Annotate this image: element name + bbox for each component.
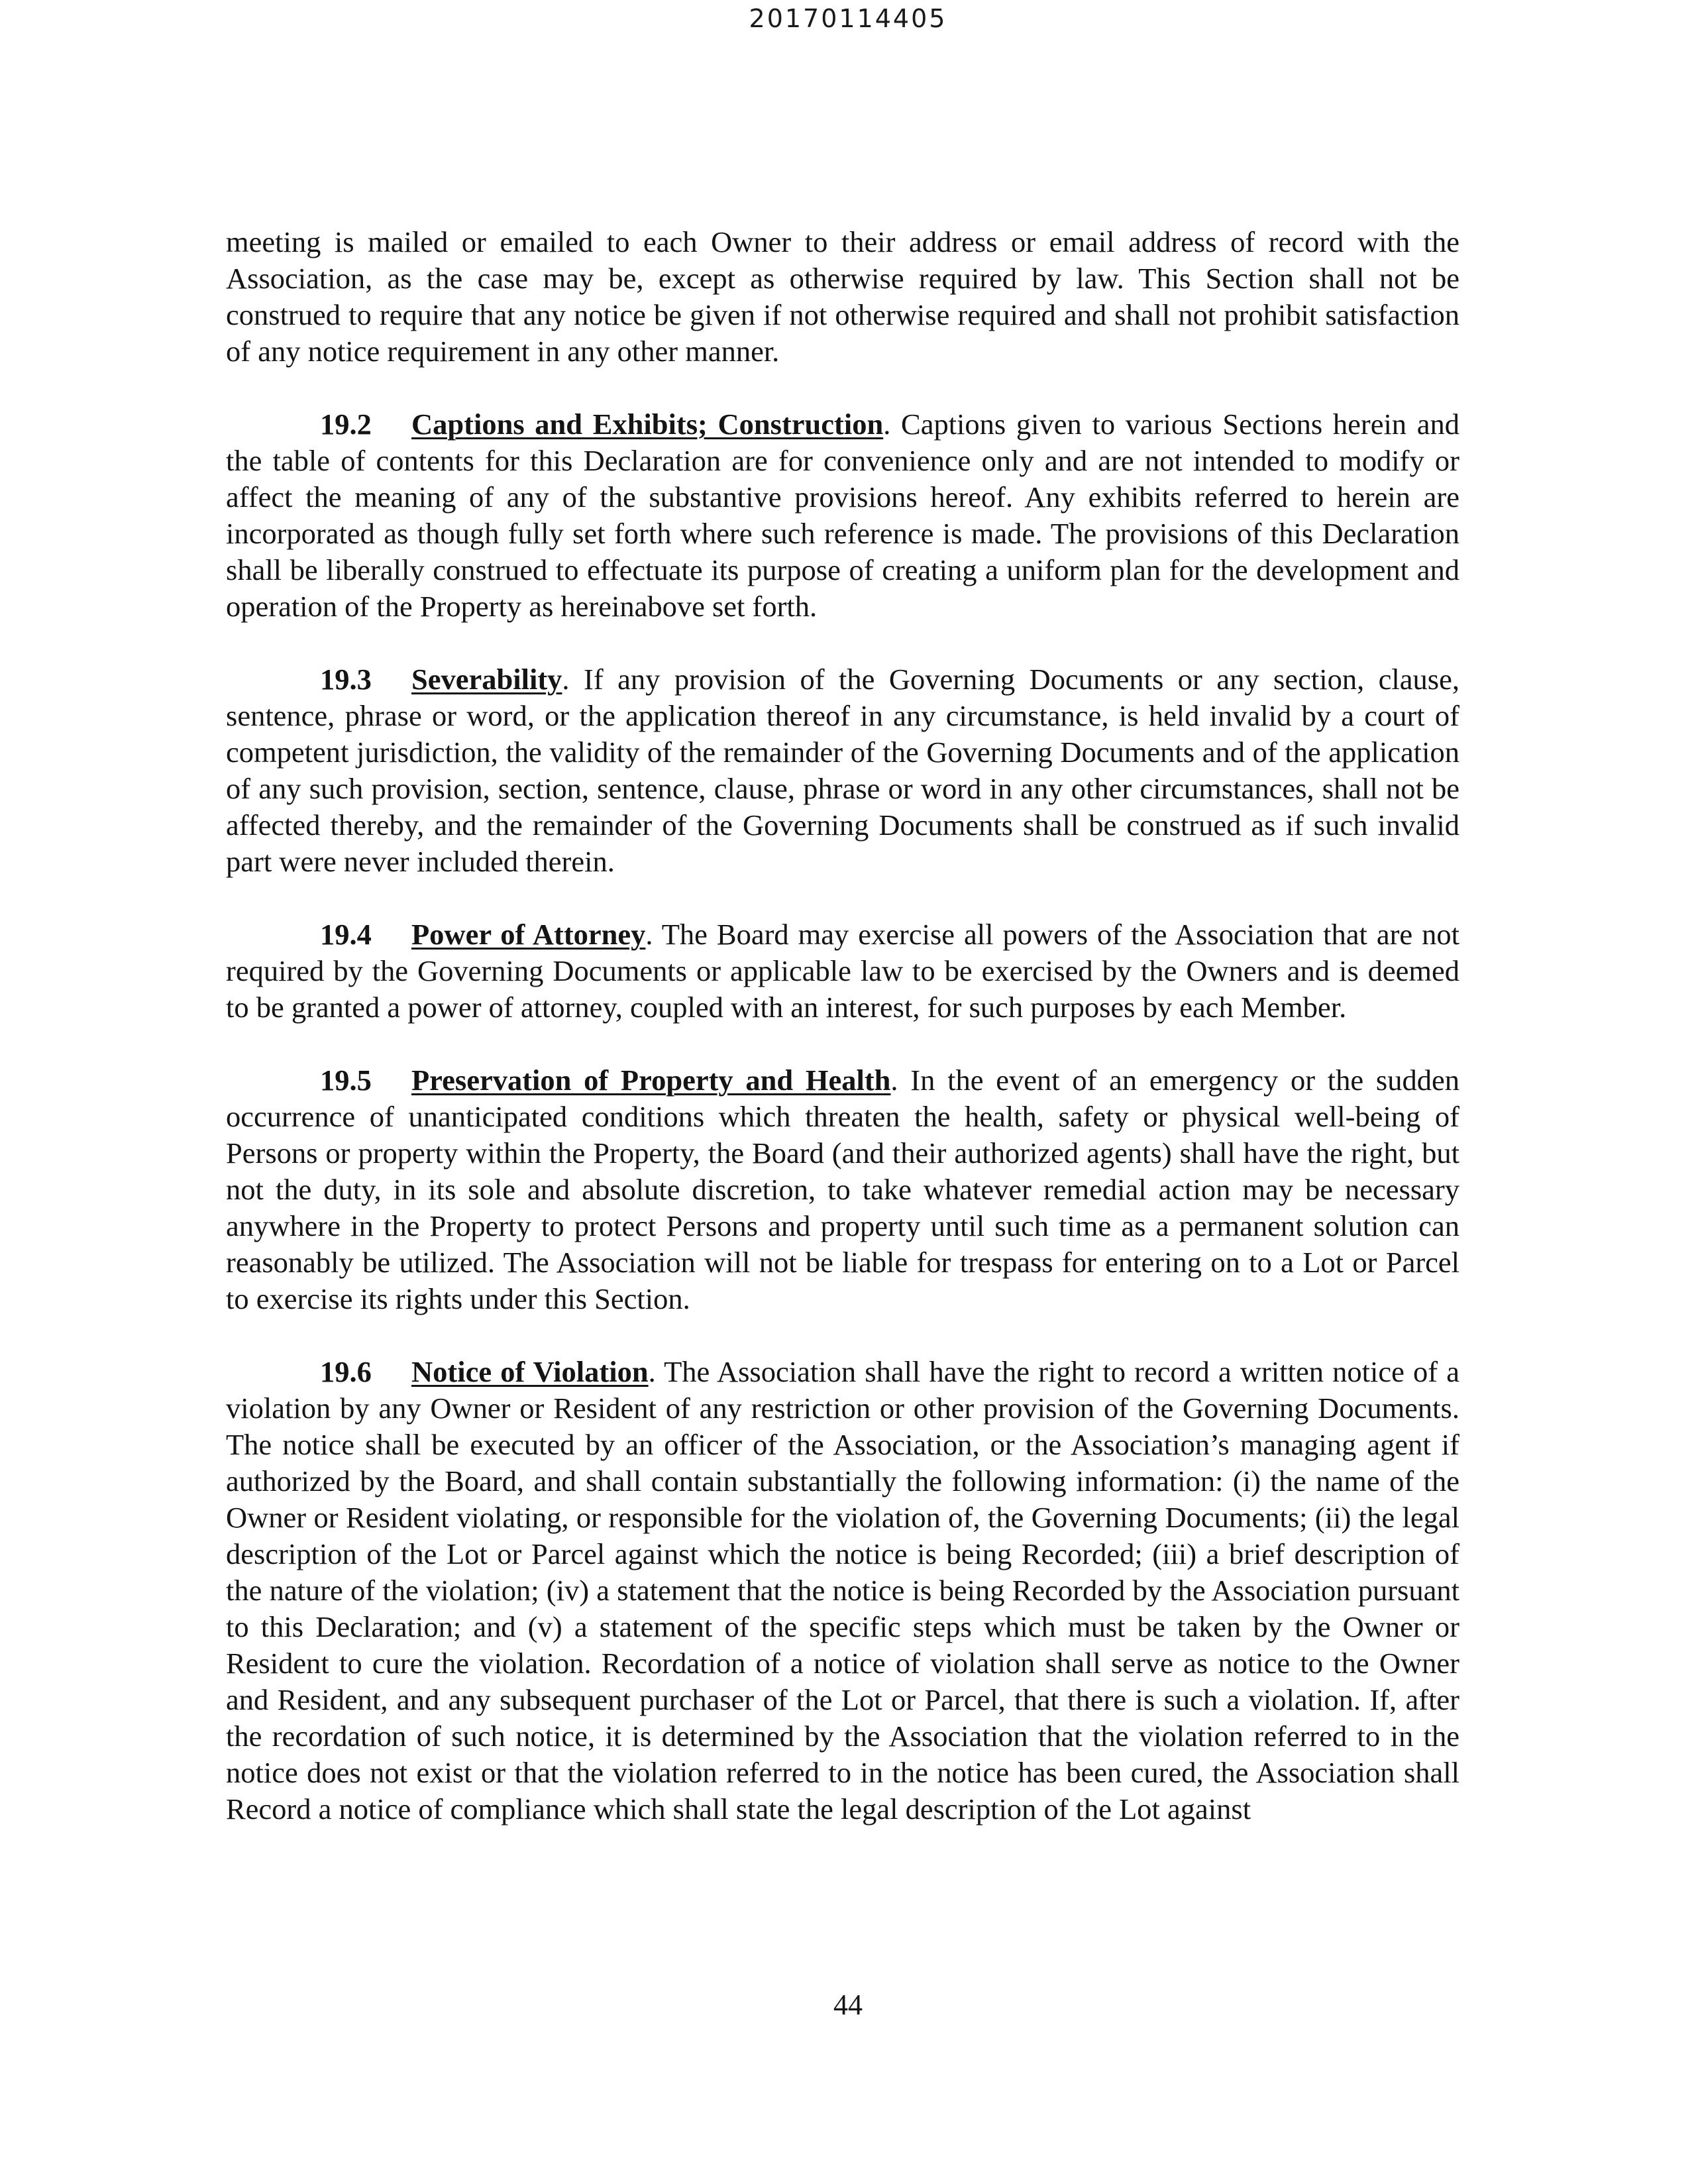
section-title: Notice of Violation xyxy=(411,1355,649,1388)
section-text: . The Board may exercise all powers of the Association that are not required by the Governing Documents or applicable law to be exercised by the Owners and is deemed to be granted a power of attorney, coupled with an interest, for such purposes by each Member. xyxy=(226,918,1460,1024)
section-number: 19.2 xyxy=(320,408,372,441)
section-19-3 xyxy=(226,661,1459,880)
page-number: 44 xyxy=(833,1989,863,2021)
section-text: . In the event of an emergency or the sudden occurrence of unanticipated conditions which threaten the health, safety or physical well-being of Persons or property within the Property, the Board (and their authorized agents) shall have the right, but not the duty, in its sole and absolute discretion, to take whatever remedial action may be necessary anywhere in the Property to protect Persons and property until such time as a permanent solution can reasonably be utilized. The Association will not be liable for trespass for entering on to a Lot or Parcel to exercise its rights under this Section. xyxy=(226,1064,1459,1315)
section-title: Preservation of Property and Health xyxy=(411,1064,891,1097)
paragraph-continued xyxy=(226,224,1459,370)
section-text: . The Association shall have the right to record a written notice of a violation by any Owner or Resident of any restriction or other provision of the Governing Documents. The notice shall be executed by an officer of the Association, or the Association’s managing agent if authorized by the Board, and shall contain substantially the following information: (i) the name of the Owner or Resident violating, or responsible for the violation of, the Governing Documents; (ii) the legal description of the Lot or Parcel against which the notice is being Recorded; (iii) a brief description of the nature of the violation; (iv) a statement that the notice is being Recorded by the Association pursuant to this Declaration; and (v) a statement of the specific steps which must be taken by the Owner or Resident to cure the violation. Recordation of a notice of violation shall serve as notice to the Owner and Resident, and any subsequent purchaser of the Lot or Parcel, that there is such a violation. If, after the recordation of such notice, it is determined by the Association that the violation referred to in the notice does not exist or that the violation referred to in the notice has been cured, the Association shall Record a notice of compliance which shall state the legal description of the Lot against xyxy=(226,1355,1459,1826)
section-title: Severability xyxy=(411,663,562,696)
recording-number: 20170114405 xyxy=(749,4,947,33)
section-19-2 xyxy=(226,406,1459,625)
section-number: 19.6 xyxy=(320,1355,372,1388)
section-number: 19.3 xyxy=(320,663,372,696)
document-body xyxy=(226,224,1459,1864)
section-title: Captions and Exhibits; Construction xyxy=(411,408,884,441)
section-number: 19.5 xyxy=(320,1064,372,1097)
section-text: . If any provision of the Governing Documents or any section, clause, sentence, phrase or word, or the application thereof in any circumstance, is held invalid by a court of competent jurisdiction, the validity of the remainder of the Governing Documents and of the application of any such provision, section, sentence, clause, phrase or word in any other circumstances, shall not be affected thereby, and the remainder of the Governing Documents shall be construed as if such invalid part were never included therein. xyxy=(226,663,1459,878)
section-19-6 xyxy=(226,1354,1459,1828)
section-19-4 xyxy=(226,916,1459,1026)
paragraph-text: meeting is mailed or emailed to each Owner to their address or email address of record with the Association, as the case may be, except as otherwise required by law. This Section shall not be construed to require that any notice be given if not otherwise required and shall not prohibit satisfaction of any notice requirement in any other manner. xyxy=(226,225,1459,368)
section-19-5 xyxy=(226,1062,1459,1317)
section-number: 19.4 xyxy=(320,918,372,951)
section-title: Power of Attorney xyxy=(411,918,646,951)
section-text: . Captions given to various Sections herein and the table of contents for this Declaration are for convenience only and are not intended to modify or affect the meaning of any of the substantive provisions hereof. Any exhibits referred to herein are incorporated as though fully set forth where such reference is made. The provisions of this Declaration shall be liberally construed to effectuate its purpose of creating a uniform plan for the development and operation of the Property as hereinabove set forth. xyxy=(226,408,1459,623)
